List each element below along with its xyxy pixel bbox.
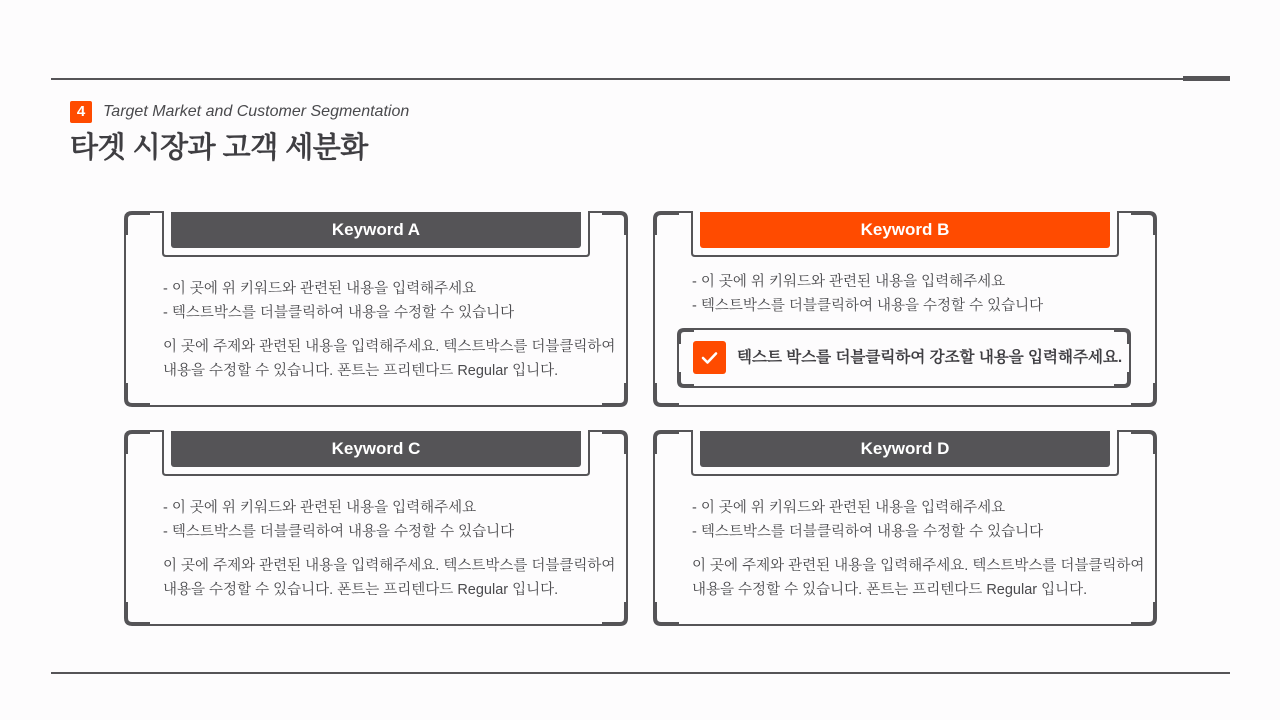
bullet-list[interactable] [692,496,1043,544]
highlight-text: 텍스트 박스를 더블클릭하여 강조할 내용을 입력해주세요. [737,349,1123,366]
bullet-item: - 텍스트박스를 더블클릭하여 내용을 수정할 수 있습니다 [163,305,515,321]
top-divider-accent [1183,76,1230,81]
paragraph-line: 내용을 수정할 수 있습니다. 폰트는 프리텐다드 Regular 입니다. [163,363,559,379]
keyword-card-a[interactable] [124,211,628,407]
keyword-card-d[interactable] [653,430,1157,626]
bullet-item: - 이 곳에 위 키워드와 관련된 내용을 입력해주세요 [163,500,477,516]
paragraph-line: 내용을 수정할 수 있습니다. 폰트는 프리텐다드 Regular 입니다. [163,582,559,598]
bullet-list[interactable] [692,270,1043,318]
keyword-header[interactable]: Keyword D [700,431,1110,467]
description-paragraph[interactable] [692,554,1144,602]
section-number-badge: 4 [70,101,92,123]
keyword-header[interactable]: Keyword A [171,212,581,248]
description-paragraph[interactable] [163,554,615,602]
check-icon [693,341,726,374]
paragraph-line: 이 곳에 주제와 관련된 내용을 입력해주세요. 텍스트박스를 더블클릭하여 [163,558,616,574]
keyword-card-c[interactable] [124,430,628,626]
keyword-header[interactable]: Keyword B [700,212,1110,248]
bullet-item: - 텍스트박스를 더블클릭하여 내용을 수정할 수 있습니다 [692,524,1044,540]
bullet-item: - 이 곳에 위 키워드와 관련된 내용을 입력해주세요 [692,274,1006,290]
bullet-item: - 이 곳에 위 키워드와 관련된 내용을 입력해주세요 [692,500,1006,516]
paragraph-line: 이 곳에 주제와 관련된 내용을 입력해주세요. 텍스트박스를 더블클릭하여 [692,558,1145,574]
page-title[interactable]: 타겟 시장과 고객 세분화 [70,132,368,164]
keyword-card-b[interactable] [653,211,1157,407]
bullet-item: - 텍스트박스를 더블클릭하여 내용을 수정할 수 있습니다 [692,298,1044,314]
bullet-list[interactable] [163,496,514,544]
description-paragraph[interactable] [163,335,615,383]
bottom-divider [51,672,1230,674]
keyword-header[interactable]: Keyword C [171,431,581,467]
bullet-list[interactable] [163,277,514,325]
paragraph-line: 이 곳에 주제와 관련된 내용을 입력해주세요. 텍스트박스를 더블클릭하여 [163,339,616,355]
bullet-item: - 이 곳에 위 키워드와 관련된 내용을 입력해주세요 [163,281,477,297]
bullet-item: - 텍스트박스를 더블클릭하여 내용을 수정할 수 있습니다 [163,524,515,540]
paragraph-line: 내용을 수정할 수 있습니다. 폰트는 프리텐다드 Regular 입니다. [692,582,1088,598]
top-divider [51,78,1230,80]
highlight-box[interactable] [677,328,1131,388]
section-subtitle[interactable]: Target Market and Customer Segmentation [103,103,410,120]
